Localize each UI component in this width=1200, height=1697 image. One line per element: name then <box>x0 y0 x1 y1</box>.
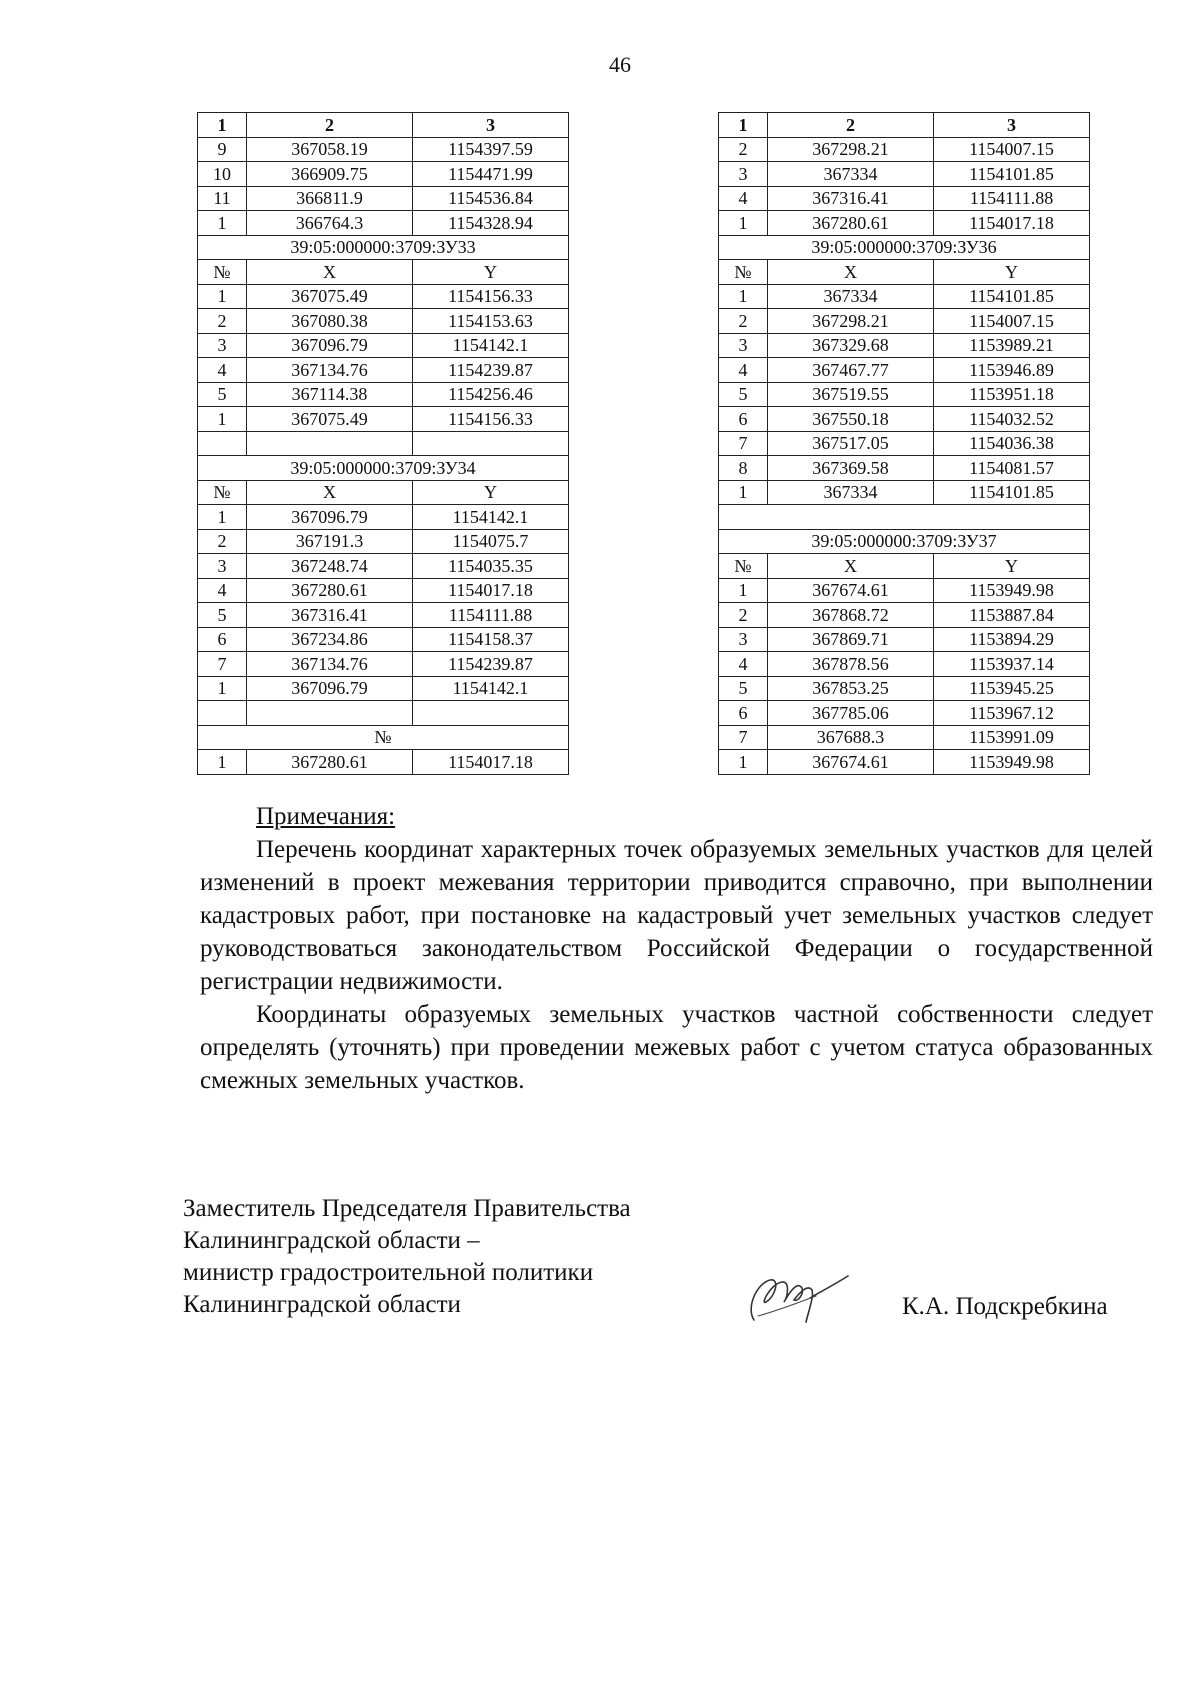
y-coordinate-cell: 1153945.25 <box>934 676 1090 701</box>
x-coordinate-cell: 367334 <box>768 480 934 505</box>
x-coordinate-cell: 366764.3 <box>247 211 413 236</box>
point-number-cell: 5 <box>198 382 247 407</box>
table-row <box>198 701 569 726</box>
table-row <box>198 235 569 260</box>
x-coordinate-cell: 367234.86 <box>247 627 413 652</box>
table-row <box>719 186 1090 211</box>
table-row <box>198 603 569 628</box>
table-row <box>719 750 1090 775</box>
point-number-cell: 6 <box>719 701 768 726</box>
signatory-position <box>183 1193 631 1321</box>
coordinates-table-right <box>718 112 1090 775</box>
x-coordinate-cell: 367248.74 <box>247 554 413 579</box>
table-row <box>198 162 569 187</box>
table-row <box>719 554 1090 579</box>
table-row <box>198 554 569 579</box>
point-number-cell: 1 <box>198 505 247 530</box>
y-coordinate-cell: 1154156.33 <box>413 407 569 432</box>
table-row <box>198 284 569 309</box>
table-row <box>719 260 1090 285</box>
y-coordinate-cell: 1154075.7 <box>413 529 569 554</box>
y-coordinate-cell: 1154153.63 <box>413 309 569 334</box>
y-coordinate-cell: 1154007.15 <box>934 137 1090 162</box>
point-number-cell: 1 <box>198 284 247 309</box>
y-coordinate-cell: 1154142.1 <box>413 333 569 358</box>
y-coordinate-cell: 1154017.18 <box>413 578 569 603</box>
section-header-cell: № <box>198 725 569 750</box>
y-coordinate-cell: 1154142.1 <box>413 505 569 530</box>
point-number-cell: 6 <box>719 407 768 432</box>
y-coordinate-cell: 1154081.57 <box>934 456 1090 481</box>
table-row <box>719 284 1090 309</box>
point-number-cell: 4 <box>719 186 768 211</box>
y-coordinate-cell: 1154007.15 <box>934 309 1090 334</box>
x-coordinate-cell: 367298.21 <box>768 137 934 162</box>
point-number-cell: 1 <box>198 211 247 236</box>
x-coordinate-cell: 367280.61 <box>247 750 413 775</box>
x-coordinate-cell: 367316.41 <box>768 186 934 211</box>
x-coordinate-cell: 367191.3 <box>247 529 413 554</box>
table-row <box>198 456 569 481</box>
y-coordinate-cell: 1154239.87 <box>413 358 569 383</box>
x-coordinate-cell: 366909.75 <box>247 162 413 187</box>
y-coordinate-cell: 1154101.85 <box>934 284 1090 309</box>
section-header-cell: 39:05:000000:3709:ЗУ33 <box>198 235 569 260</box>
table-row <box>719 333 1090 358</box>
point-number-cell: 2 <box>719 603 768 628</box>
x-coordinate-cell <box>247 701 413 726</box>
table-row <box>719 113 1090 138</box>
table-row <box>719 358 1090 383</box>
point-number-cell: 1 <box>719 578 768 603</box>
y-coordinate-cell: 1154156.33 <box>413 284 569 309</box>
table-row <box>198 627 569 652</box>
point-number-cell: № <box>198 480 247 505</box>
table-row <box>198 137 569 162</box>
table-row <box>198 333 569 358</box>
point-number-cell: 3 <box>719 162 768 187</box>
y-coordinate-cell: 1154036.38 <box>934 431 1090 456</box>
point-number-cell: 5 <box>719 676 768 701</box>
y-coordinate-cell: 1154017.18 <box>413 750 569 775</box>
x-coordinate-cell: X <box>768 554 934 579</box>
table-row <box>198 358 569 383</box>
point-number-cell: 10 <box>198 162 247 187</box>
y-coordinate-cell <box>413 701 569 726</box>
x-coordinate-cell: 367298.21 <box>768 309 934 334</box>
x-coordinate-cell: 367334 <box>768 162 934 187</box>
y-coordinate-cell: 1153894.29 <box>934 627 1090 652</box>
point-number-cell: 7 <box>198 652 247 677</box>
y-coordinate-cell: Y <box>934 554 1090 579</box>
x-coordinate-cell: 367688.3 <box>768 725 934 750</box>
y-coordinate-cell: 1154101.85 <box>934 162 1090 187</box>
x-coordinate-cell: X <box>768 260 934 285</box>
y-coordinate-cell: 1154101.85 <box>934 480 1090 505</box>
x-coordinate-cell: 367080.38 <box>247 309 413 334</box>
x-coordinate-cell: 2 <box>768 113 934 138</box>
table-row <box>719 431 1090 456</box>
x-coordinate-cell: 367280.61 <box>247 578 413 603</box>
handwritten-signature <box>740 1262 860 1332</box>
x-coordinate-cell: 367519.55 <box>768 382 934 407</box>
table-row <box>198 652 569 677</box>
x-coordinate-cell: 367674.61 <box>768 578 934 603</box>
point-number-cell: 1 <box>719 284 768 309</box>
point-number-cell: 11 <box>198 186 247 211</box>
point-number-cell: 7 <box>719 725 768 750</box>
table-row <box>719 211 1090 236</box>
table-row <box>719 529 1090 554</box>
point-number-cell: 1 <box>198 676 247 701</box>
y-coordinate-cell: 1153949.98 <box>934 578 1090 603</box>
point-number-cell <box>198 701 247 726</box>
point-number-cell: 9 <box>198 137 247 162</box>
point-number-cell: 4 <box>198 358 247 383</box>
table-row <box>198 750 569 775</box>
x-coordinate-cell: 367334 <box>768 284 934 309</box>
y-coordinate-cell: Y <box>413 260 569 285</box>
notes-title: Примечания: <box>256 803 396 830</box>
x-coordinate-cell: 367369.58 <box>768 456 934 481</box>
x-coordinate-cell: 367869.71 <box>768 627 934 652</box>
section-header-cell: 39:05:000000:3709:ЗУ36 <box>719 235 1090 260</box>
y-coordinate-cell: 1154158.37 <box>413 627 569 652</box>
x-coordinate-cell: 367096.79 <box>247 676 413 701</box>
x-coordinate-cell <box>247 431 413 456</box>
x-coordinate-cell: 367134.76 <box>247 652 413 677</box>
table-row <box>719 309 1090 334</box>
table-row <box>198 382 569 407</box>
x-coordinate-cell: 367134.76 <box>247 358 413 383</box>
point-number-cell: 5 <box>719 382 768 407</box>
point-number-cell: 2 <box>719 309 768 334</box>
table-row <box>719 382 1090 407</box>
section-header-cell <box>719 505 1090 530</box>
point-number-cell: 3 <box>719 333 768 358</box>
point-number-cell: № <box>198 260 247 285</box>
table-row <box>719 235 1090 260</box>
point-number-cell: № <box>719 554 768 579</box>
table-row <box>198 211 569 236</box>
point-number-cell: 1 <box>719 211 768 236</box>
table-row <box>719 676 1090 701</box>
x-coordinate-cell: 367280.61 <box>768 211 934 236</box>
x-coordinate-cell: 367853.25 <box>768 676 934 701</box>
y-coordinate-cell: 1154328.94 <box>413 211 569 236</box>
y-coordinate-cell: 1153946.89 <box>934 358 1090 383</box>
point-number-cell: 2 <box>719 137 768 162</box>
y-coordinate-cell: 1154111.88 <box>413 603 569 628</box>
point-number-cell: 7 <box>719 431 768 456</box>
point-number-cell: 4 <box>198 578 247 603</box>
point-number-cell: 2 <box>198 309 247 334</box>
y-coordinate-cell <box>413 431 569 456</box>
x-coordinate-cell: 367674.61 <box>768 750 934 775</box>
table-row <box>198 309 569 334</box>
table-row <box>719 627 1090 652</box>
point-number-cell: 4 <box>719 652 768 677</box>
point-number-cell <box>198 431 247 456</box>
y-coordinate-cell: 1154111.88 <box>934 186 1090 211</box>
y-coordinate-cell: 1153991.09 <box>934 725 1090 750</box>
y-coordinate-cell: 1153937.14 <box>934 652 1090 677</box>
point-number-cell: 1 <box>719 750 768 775</box>
page-number: 46 <box>609 52 631 77</box>
point-number-cell: 1 <box>719 113 768 138</box>
y-coordinate-cell: 1153967.12 <box>934 701 1090 726</box>
table-row <box>719 603 1090 628</box>
table-row <box>198 480 569 505</box>
table-row <box>198 407 569 432</box>
y-coordinate-cell: 1154142.1 <box>413 676 569 701</box>
y-coordinate-cell: 1154035.35 <box>413 554 569 579</box>
point-number-cell: 4 <box>719 358 768 383</box>
section-header-cell: 39:05:000000:3709:ЗУ37 <box>719 529 1090 554</box>
table-row <box>198 186 569 211</box>
table-row <box>719 725 1090 750</box>
x-coordinate-cell: 367329.68 <box>768 333 934 358</box>
point-number-cell: 1 <box>198 113 247 138</box>
y-coordinate-cell: 3 <box>413 113 569 138</box>
point-number-cell: 1 <box>198 750 247 775</box>
x-coordinate-cell: 367096.79 <box>247 505 413 530</box>
x-coordinate-cell: 367868.72 <box>768 603 934 628</box>
section-header-cell: 39:05:000000:3709:ЗУ34 <box>198 456 569 481</box>
signatory-name: К.А. Подскребкина <box>902 1293 1108 1320</box>
point-number-cell: 1 <box>719 480 768 505</box>
signatory-position-line: Калининградской области – <box>183 1227 480 1254</box>
table-row <box>719 162 1090 187</box>
table-row <box>719 505 1090 530</box>
point-number-cell: 3 <box>198 333 247 358</box>
table-row <box>198 113 569 138</box>
table-row <box>719 137 1090 162</box>
table-row <box>198 505 569 530</box>
point-number-cell: 6 <box>198 627 247 652</box>
x-coordinate-cell: 367785.06 <box>768 701 934 726</box>
y-coordinate-cell: 1153949.98 <box>934 750 1090 775</box>
y-coordinate-cell: 1154239.87 <box>413 652 569 677</box>
y-coordinate-cell: 1154471.99 <box>413 162 569 187</box>
x-coordinate-cell: 2 <box>247 113 413 138</box>
x-coordinate-cell: 367058.19 <box>247 137 413 162</box>
point-number-cell: 3 <box>719 627 768 652</box>
y-coordinate-cell: 1154256.46 <box>413 382 569 407</box>
table-row <box>198 676 569 701</box>
x-coordinate-cell: 367467.77 <box>768 358 934 383</box>
table-row <box>719 456 1090 481</box>
y-coordinate-cell: 1153887.84 <box>934 603 1090 628</box>
point-number-cell: 3 <box>198 554 247 579</box>
y-coordinate-cell: 1154032.52 <box>934 407 1090 432</box>
point-number-cell: 5 <box>198 603 247 628</box>
y-coordinate-cell: 1154397.59 <box>413 137 569 162</box>
x-coordinate-cell: 367096.79 <box>247 333 413 358</box>
y-coordinate-cell: 3 <box>934 113 1090 138</box>
notes-paragraph: Координаты образуемых земельных участков частной собственности следует определять (уточнять) при проведении межевых работ с учетом статуса образованных смежных земельных участков. <box>200 1001 1153 1094</box>
x-coordinate-cell: 367517.05 <box>768 431 934 456</box>
point-number-cell: № <box>719 260 768 285</box>
table-row <box>719 578 1090 603</box>
x-coordinate-cell: X <box>247 480 413 505</box>
y-coordinate-cell: Y <box>413 480 569 505</box>
table-row <box>719 480 1090 505</box>
y-coordinate-cell: 1154536.84 <box>413 186 569 211</box>
table-row <box>198 578 569 603</box>
table-row <box>198 725 569 750</box>
point-number-cell: 2 <box>198 529 247 554</box>
signatory-position-line: министр градостроительной политики <box>183 1259 594 1286</box>
x-coordinate-cell: 367316.41 <box>247 603 413 628</box>
table-row <box>719 652 1090 677</box>
notes-section <box>200 800 1153 1097</box>
x-coordinate-cell: 367878.56 <box>768 652 934 677</box>
y-coordinate-cell: 1153951.18 <box>934 382 1090 407</box>
notes-paragraph: Перечень координат характерных точек образуемых земельных участков для целей изменений в проект межевания территории приводится справочно, при выполнении кадастровых работ, при постановке на кадастровый учет земельных участков следует руководствоваться законодательством Российской Федерации о государственной регистрации недвижимости. <box>200 836 1153 995</box>
x-coordinate-cell: 367075.49 <box>247 284 413 309</box>
x-coordinate-cell: 367075.49 <box>247 407 413 432</box>
x-coordinate-cell: 366811.9 <box>247 186 413 211</box>
table-row <box>198 529 569 554</box>
x-coordinate-cell: 367114.38 <box>247 382 413 407</box>
signatory-position-line: Калининградской области <box>183 1291 461 1318</box>
coordinates-table-left <box>197 112 569 775</box>
x-coordinate-cell: 367550.18 <box>768 407 934 432</box>
point-number-cell: 1 <box>198 407 247 432</box>
table-row <box>719 701 1090 726</box>
table-row <box>198 260 569 285</box>
y-coordinate-cell: 1153989.21 <box>934 333 1090 358</box>
y-coordinate-cell: Y <box>934 260 1090 285</box>
signatory-position-line: Заместитель Председателя Правительства <box>183 1195 631 1222</box>
x-coordinate-cell: X <box>247 260 413 285</box>
y-coordinate-cell: 1154017.18 <box>934 211 1090 236</box>
table-row <box>719 407 1090 432</box>
table-row <box>198 431 569 456</box>
point-number-cell: 8 <box>719 456 768 481</box>
